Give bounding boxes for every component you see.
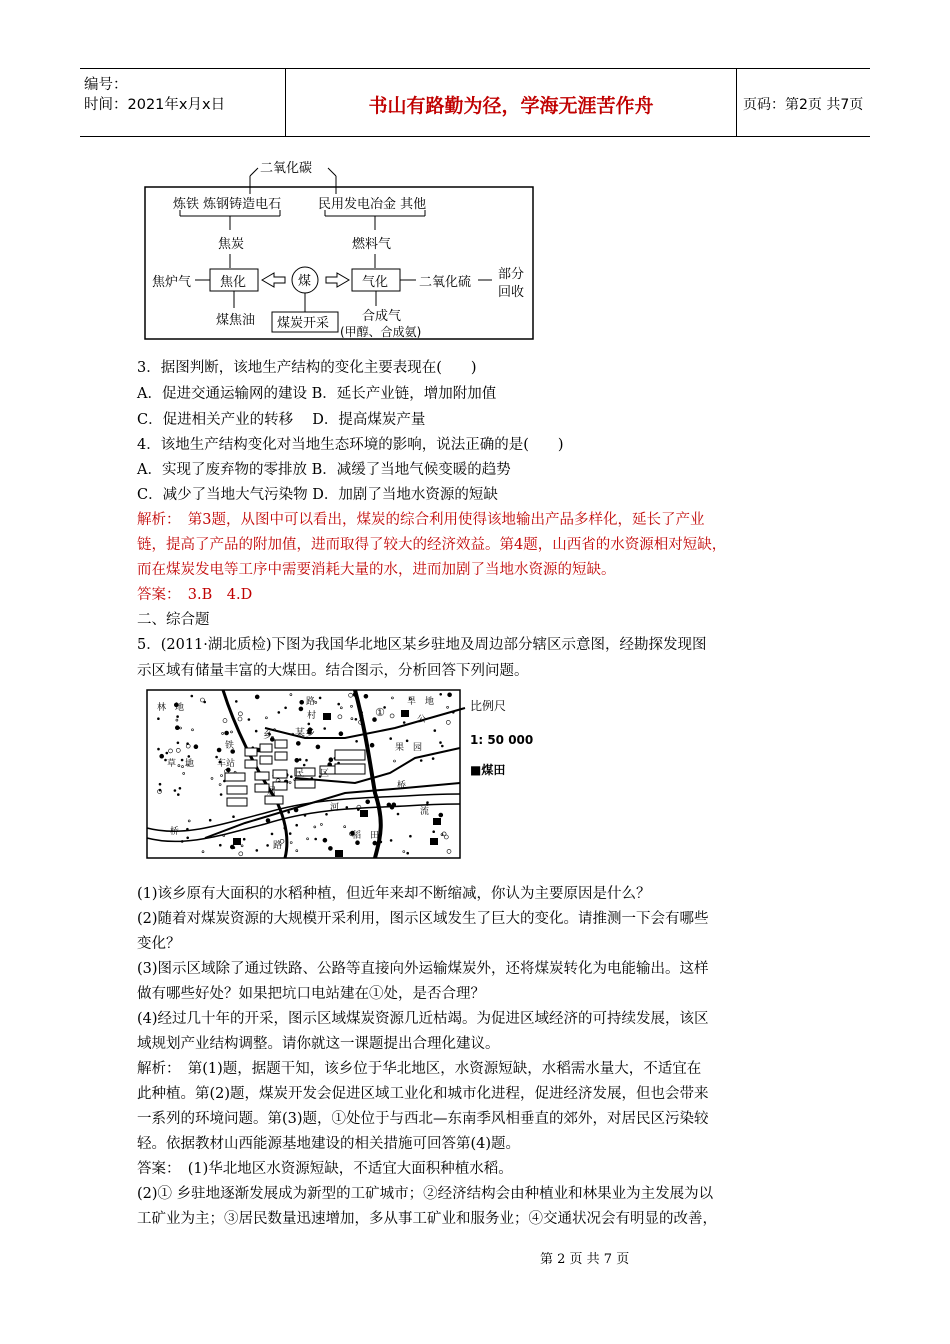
map-circle-one: ① [375, 706, 385, 719]
terrain-dot [188, 755, 190, 757]
subq3-line1: (3)图示区域除了通过铁路、公路等直接向外运输煤炭外，还将煤炭转化为电能输出。这样 [137, 961, 709, 977]
terrain-dot [243, 838, 245, 840]
recovery-label: 回收 [498, 285, 525, 300]
co2-top-label: 二氧化碳 [260, 161, 313, 176]
q4-options-cd: C．减少了当地大气污染物 D．加剧了当地水资源的短缺 [137, 487, 498, 503]
map-res3: 区 [320, 769, 330, 779]
terrain-dot [288, 811, 290, 813]
map-bridge1: 桥 [397, 781, 407, 791]
terrain-dot [255, 730, 257, 732]
terrain-dot [364, 694, 368, 698]
header-motto-cell [285, 69, 737, 136]
analysis1-line1: 解析： 第3题，从图中可以看出，煤炭的综合利用使得该地输出产品多样化，延长了产业 [137, 512, 705, 528]
map-paddy: 稻 田 [352, 831, 380, 841]
terrain-dot [209, 819, 211, 821]
analysis2-line1: 解析： 第(1)题，据题干知，该乡位于华北地区，水资源短缺，水稻需水量大，不适宜在 [137, 1061, 702, 1077]
terrain-dot [179, 787, 181, 789]
terrain-dot [177, 716, 179, 718]
terrain-dot [296, 741, 300, 745]
section2-title: 二、综合题 [137, 612, 210, 628]
map-xiang: 乡 [263, 731, 273, 741]
fuel-gas-label: 燃料气 [352, 237, 392, 252]
analysis2-line3: 一系列的环境问题。第(3)题，①处位于与西北—东南季风相垂直的郊外，对居民区污染较 [137, 1111, 709, 1127]
terrain-dot [166, 752, 168, 754]
terrain-dot [235, 700, 237, 702]
q3-options-ab: A．促进交通运输网的建设 B．延长产业链，增加附加值 [137, 386, 497, 402]
map-station: 车站 [217, 759, 236, 769]
terrain-dot [403, 722, 405, 724]
analysis1-line3: 而在煤炭发电等工序中需要消耗大量的水，进而加剧了当地水资源的短缺。 [137, 562, 616, 578]
answer2-line3: 工矿业为主；③居民数量迅速增加，多从事工矿业和服务业；④交通状况会有明显的改善， [137, 1211, 717, 1227]
terrain-dot [278, 711, 280, 713]
terrain-dot [194, 745, 198, 749]
q4-options-ab: A．实现了废弃物的零排放 B．减缓了当地气候变暖的趋势 [137, 462, 511, 478]
terrain-dot [432, 758, 434, 760]
subq2-line1: (2)随着对煤炭资源的大规模开采利用，图示区域发生了巨大的变化。请推测一下会有哪些 [137, 911, 709, 927]
terrain-dot [316, 745, 320, 749]
terrain-dot [440, 693, 442, 695]
map-orchard: 果 园 [395, 743, 423, 753]
terrain-dot [225, 731, 229, 735]
analysis2-line2: 此种植。第(2)题，煤炭开发会促进区域工业化和城市化进程，促进经济发展，但也会带来 [137, 1086, 709, 1102]
terrain-dot [220, 794, 222, 796]
terrain-dot [256, 849, 258, 851]
header-right-cell [735, 69, 870, 136]
terrain-dot [441, 745, 443, 747]
page-header [80, 68, 870, 137]
map-grassland: 草 地 [167, 759, 195, 769]
terrain-dot [296, 824, 298, 826]
township-map [145, 688, 545, 863]
map-river1: 河 [330, 803, 340, 813]
terrain-dot [187, 743, 189, 745]
terrain-dot [448, 693, 452, 697]
terrain-dot [420, 760, 422, 762]
terrain-dot [177, 742, 179, 744]
terrain-dot [160, 754, 164, 758]
terrain-dot [434, 730, 436, 732]
terrain-dot [323, 838, 327, 842]
terrain-dot [390, 839, 392, 841]
date-label: 时间：2021年x月x日 [84, 97, 226, 113]
coking-label: 焦化 [220, 275, 247, 290]
terrain-dot [295, 758, 299, 762]
q3-options-cd: C．促进相关产业的转移 D．提高煤炭产量 [137, 412, 426, 428]
analysis2-line4: 轻。依据教材山西能源基地建设的相关措施可回答第(4)题。 [137, 1136, 521, 1152]
terrain-dot [326, 813, 328, 815]
terrain-dot [346, 806, 348, 808]
subq2-line2: 变化？ [137, 936, 181, 952]
terrain-dot [324, 728, 326, 730]
so2-label: 二氧化硫 [419, 275, 472, 290]
left-uses-label: 炼铁 炼钢铸造电石 [173, 197, 282, 212]
coke-label: 焦炭 [218, 237, 245, 252]
analysis1-line2: 链，提高了产品的附加值，进而取得了较大的经济效益。第4题，山西省的水资源相对短缺， [137, 537, 727, 553]
mining-label: 煤炭开采 [277, 316, 330, 331]
terrain-dot [290, 776, 292, 778]
terrain-dot [219, 844, 221, 846]
q5-line1: 5．(2011·湖北质检)下图为我国华北地区某乡驻地及周边部分辖区示意图，经勘探发现图 [137, 637, 707, 653]
scale-title: 比例尺 [470, 699, 507, 713]
terrain-dot [233, 816, 235, 818]
terrain-dot [271, 833, 273, 835]
terrain-dot [397, 813, 399, 815]
terrain-dot [248, 719, 250, 721]
map-river2: 流 [420, 807, 430, 817]
map-res2: 民 [295, 769, 305, 779]
terrain-dot [370, 743, 374, 747]
terrain-dot [299, 707, 303, 711]
answer2-line1: 答案： (1)华北地区水资源短缺，不适宜大面积种植水稻。 [137, 1161, 513, 1177]
terrain-dot [433, 831, 435, 833]
gasification-label: 气化 [362, 275, 389, 290]
map-village: 村 [307, 711, 317, 721]
answer2-line2: (2)① 乡驻地逐渐发展成为新型的工矿城市；②经济结构会由种植业和林果业为主发展为以 [137, 1186, 714, 1202]
terrain-dot [255, 695, 259, 699]
terrain-dot [177, 794, 179, 796]
terrain-dot [407, 852, 409, 854]
map-bridge2: 桥 [170, 827, 180, 837]
terrain-dot [303, 764, 305, 766]
terrain-dot [427, 802, 429, 804]
subq1: (1)该乡原有大面积的水稻种植，但近年来却不断缩减，你认为主要原因是什么？ [137, 886, 651, 902]
terrain-dot [306, 759, 308, 761]
terrain-dot [159, 783, 161, 785]
terrain-dot [175, 726, 179, 730]
terrain-dot [319, 697, 321, 699]
answer1: 答案： 3.B 4.D [137, 587, 253, 603]
partial-label: 部分 [498, 267, 525, 282]
terrain-dot [158, 748, 160, 750]
terrain-dot [285, 707, 287, 709]
legend-coal: ■煤田 [470, 763, 506, 777]
map-res1: 居 [267, 787, 277, 797]
terrain-dot [440, 742, 442, 744]
terrain-dot [267, 844, 269, 846]
terrain-dot [174, 790, 176, 792]
map-forest: 林 地 [157, 703, 185, 713]
map-road-label: 路 [306, 697, 316, 707]
map-rail-label: 铁 [225, 741, 235, 751]
subq3-line2: 做有哪些好处？如果把坑口电站建在①处，是否合理？ [137, 986, 485, 1002]
page-footer: 第 2 页 共 7 页 [540, 1252, 630, 1267]
terrain-dot [406, 740, 408, 742]
motto: 书山有路勤为径，学海无涯苦作舟 [368, 95, 654, 117]
map-road2: 路 [273, 841, 283, 851]
coal-flow-diagram [140, 150, 540, 345]
page-label: 页码：第2页 共7页 [743, 97, 864, 113]
terrain-dot [338, 703, 340, 705]
terrain-dot [329, 758, 333, 762]
terrain-dot [356, 841, 360, 845]
map-town: 某乡 [295, 728, 315, 739]
coal-label: 煤 [298, 274, 312, 289]
syngas-note-label: (甲醇、合成氨) [340, 325, 422, 339]
terrain-dot [390, 738, 392, 740]
terrain-dot [187, 837, 189, 839]
header-left-cell [80, 69, 285, 136]
syngas-label: 合成气 [362, 309, 402, 324]
terrain-dot [439, 813, 443, 817]
terrain-dot [355, 718, 357, 720]
right-uses-label: 民用发电冶金 其他 [318, 197, 427, 212]
q5-line2: 示区域有储量丰富的大煤田。结合图示，分析回答下列问题。 [137, 663, 529, 679]
terrain-dot [308, 723, 310, 725]
terrain-dot [216, 756, 218, 758]
terrain-dot [217, 748, 221, 752]
terrain-dot [409, 835, 411, 837]
scale-value: 1: 50 000 [470, 733, 534, 747]
q4-stem: 4．该地生产结构变化对当地生态环境的影响，说法正确的是( ) [137, 437, 564, 453]
terrain-dot [289, 833, 291, 835]
terrain-dot [299, 759, 301, 761]
subq4-line2: 域规划产业结构调整。请你就这一课题提出合理化建议。 [137, 1036, 500, 1052]
coal-tar-label: 煤焦油 [216, 313, 256, 328]
map-pub: 公 [417, 715, 427, 725]
terrain-dot [356, 740, 358, 742]
terrain-dot [300, 700, 304, 704]
number-label: 编号： [84, 77, 128, 93]
map-dryland: 旱 地 [407, 697, 435, 707]
terrain-dot [157, 718, 159, 720]
terrain-dot [366, 800, 370, 804]
terrain-dot [328, 846, 332, 850]
terrain-dot [191, 695, 193, 697]
terrain-dot [315, 838, 317, 840]
coke-oven-gas-label: 焦炉气 [152, 275, 192, 290]
q3-stem: 3．据图判断，该地生产结构的变化主要表现在( ) [137, 360, 477, 376]
subq4-line1: (4)经过几十年的开采，图示区域煤炭资源几近枯竭。为促进区域经济的可持续发展，该区 [137, 1011, 709, 1027]
